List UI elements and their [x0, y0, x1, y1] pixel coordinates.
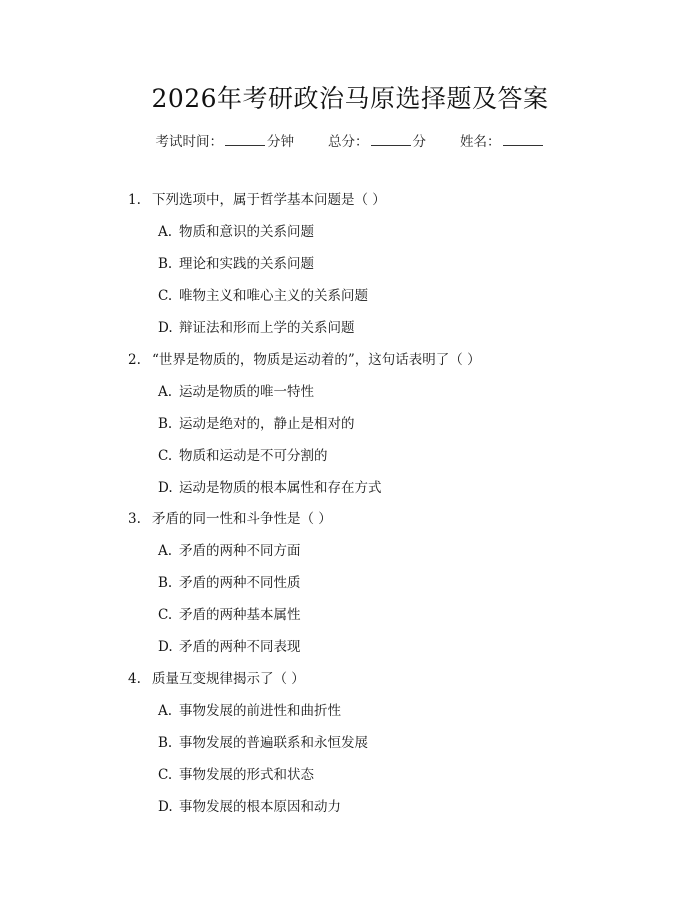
- question-4-option-c: [158, 765, 314, 785]
- question-2-option-b: [158, 414, 355, 434]
- option-letter: B.: [158, 256, 173, 272]
- option-letter: A.: [158, 384, 173, 400]
- option-text: 运动是物质的唯一特性: [179, 384, 314, 400]
- student-name-label: 姓名：: [460, 134, 501, 150]
- question-1-option-b: [158, 254, 314, 274]
- question-1-option-c: [158, 286, 368, 306]
- option-letter: B.: [158, 735, 173, 751]
- option-letter: C.: [158, 607, 173, 623]
- option-letter: A.: [158, 224, 173, 240]
- question-4-option-a: [158, 701, 341, 721]
- option-text: 物质和意识的关系问题: [179, 224, 314, 240]
- question-4-option-d: [158, 797, 341, 817]
- question-3: [128, 509, 332, 529]
- option-letter: B.: [158, 575, 173, 591]
- option-text: 理论和实践的关系问题: [179, 256, 314, 272]
- exam-time-label: 考试时间：: [155, 134, 223, 150]
- exam-time-blank: [225, 131, 265, 146]
- question-3-option-b: [158, 573, 301, 593]
- option-text: 唯物主义和唯心主义的关系问题: [179, 288, 368, 304]
- question-text: 矛盾的同一性和斗争性是（ ）: [152, 511, 332, 527]
- total-score-label: 总分：: [328, 134, 369, 150]
- question-4: [128, 669, 305, 689]
- option-letter: A.: [158, 543, 173, 559]
- option-letter: D.: [158, 799, 173, 815]
- option-letter: B.: [158, 416, 173, 432]
- option-letter: C.: [158, 767, 173, 783]
- exam-time-field: [156, 131, 295, 152]
- question-2-option-a: [158, 382, 314, 402]
- question-4-option-b: [158, 733, 368, 753]
- option-text: 事物发展的根本原因和动力: [179, 799, 341, 815]
- total-score-field: [328, 131, 426, 152]
- question-1: [128, 190, 386, 210]
- question-number: 2.: [128, 352, 141, 368]
- option-text: 辩证法和形而上学的关系问题: [179, 320, 355, 336]
- question-3-option-a: [158, 541, 301, 561]
- question-1-option-d: [158, 318, 355, 338]
- question-number: 1.: [128, 192, 141, 208]
- question-3-option-c: [158, 605, 301, 625]
- exam-meta-row: [0, 131, 700, 152]
- option-letter: D.: [158, 320, 173, 336]
- question-text: 质量互变规律揭示了（ ）: [152, 671, 305, 687]
- option-text: 事物发展的普遍联系和永恒发展: [179, 735, 368, 751]
- student-name-field: [460, 131, 545, 152]
- page-title: 2026年考研政治马原选择题及答案: [151, 84, 549, 113]
- option-text: 矛盾的两种不同性质: [179, 575, 301, 591]
- option-text: 运动是物质的根本属性和存在方式: [179, 480, 382, 496]
- question-2: [128, 350, 481, 370]
- option-text: 事物发展的前进性和曲折性: [179, 703, 341, 719]
- question-2-option-c: [158, 446, 328, 466]
- question-text: “世界是物质的，物质是运动着的”，这句话表明了（ ）: [152, 352, 481, 368]
- option-text: 矛盾的两种不同表现: [179, 639, 301, 655]
- option-text: 物质和运动是不可分割的: [179, 448, 328, 464]
- question-2-option-d: [158, 478, 382, 498]
- question-number: 4.: [128, 671, 141, 687]
- option-letter: D.: [158, 639, 173, 655]
- student-name-blank: [503, 131, 543, 146]
- question-text: 下列选项中，属于哲学基本问题是（ ）: [152, 192, 386, 208]
- question-number: 3.: [128, 511, 141, 527]
- option-letter: C.: [158, 448, 173, 464]
- option-text: 事物发展的形式和状态: [179, 767, 314, 783]
- total-score-blank: [371, 131, 411, 146]
- option-text: 矛盾的两种基本属性: [179, 607, 301, 623]
- total-score-unit: 分: [412, 134, 426, 150]
- question-1-option-a: [158, 222, 314, 242]
- exam-time-unit: 分钟: [267, 134, 294, 150]
- question-3-option-d: [158, 637, 301, 657]
- option-letter: A.: [158, 703, 173, 719]
- option-letter: C.: [158, 288, 173, 304]
- option-text: 矛盾的两种不同方面: [179, 543, 301, 559]
- option-text: 运动是绝对的，静止是相对的: [179, 416, 355, 432]
- option-letter: D.: [158, 480, 173, 496]
